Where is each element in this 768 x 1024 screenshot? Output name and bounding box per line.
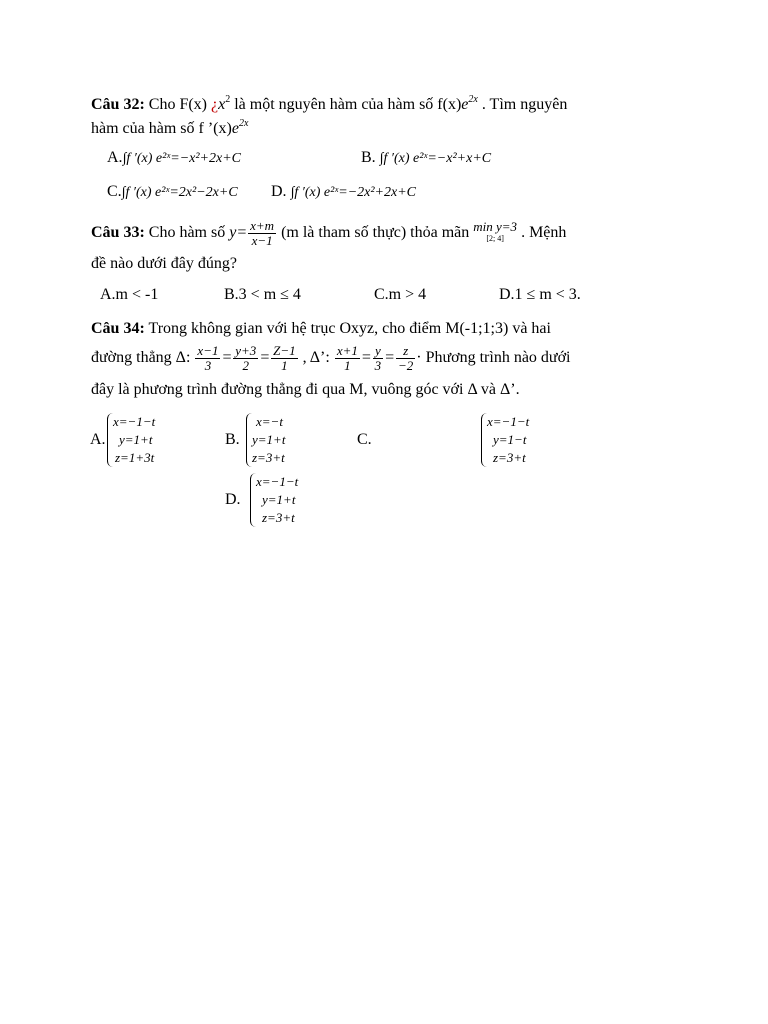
q33-denominator: x−1	[251, 232, 273, 248]
q34-option-a-label[interactable]: A.	[90, 431, 106, 448]
q33-y-eq: y=	[229, 224, 248, 241]
q34-line1-text: Trong không gian với hệ trục Oxyz, cho điểm M(-1;1;3) và hai	[144, 320, 551, 337]
q32-x-exp: 2	[225, 94, 231, 105]
q34-delta2-frac-3	[396, 344, 415, 373]
q33-text-c: . Mệnh	[517, 224, 567, 241]
q33-fraction	[248, 219, 276, 248]
q32-text-c: . Tìm nguyên	[477, 96, 568, 113]
q34-option-a-system[interactable]	[107, 413, 155, 467]
q32-label: Câu 32:	[91, 96, 145, 113]
q34-delta2-frac-1	[335, 344, 360, 373]
q34-option-b-row-1: x=−t	[256, 414, 283, 429]
q34-option-a-row-3: z=1+3t	[115, 450, 155, 465]
q32-x: x	[218, 96, 226, 113]
q34-option-a-row-2: y=1+t	[119, 432, 153, 447]
q32-line2	[91, 119, 248, 141]
q34-option-b-row-2: y=1+t	[252, 432, 286, 447]
q34-option-c-label[interactable]: C.	[357, 431, 372, 448]
q34-eq-sign: =	[259, 349, 271, 366]
q33-text-b: (m là tham số thực) thỏa mãn	[277, 224, 474, 241]
q32-option-a[interactable]	[107, 149, 241, 167]
q32-e: e	[461, 96, 469, 113]
q34-separator: , Δ’:	[298, 349, 334, 366]
q34-delta-frac-1-den: 3	[204, 357, 212, 373]
q34-delta-frac-1-num: x−1	[197, 342, 219, 358]
q34-option-d-row-3: z=3+t	[262, 510, 295, 525]
q32-option-a-label: A.	[107, 149, 123, 166]
q34-option-b-row-3: z=3+t	[252, 450, 285, 465]
q32-option-d-label: D.	[271, 183, 291, 200]
q34-delta-frac-3	[271, 344, 298, 373]
q32-option-c-formula: ∫f ′(x) e²ˣ=2x²−2x+C	[121, 185, 238, 200]
q34-option-d-row-2: y=1+t	[262, 492, 296, 507]
q33-option-b[interactable]: B.3 < m ≤ 4	[224, 286, 301, 303]
q34-option-d-system[interactable]	[250, 473, 298, 527]
q32-text-a: Cho F(x)	[144, 96, 212, 113]
q34-delta-frac-3-num: Z−1	[273, 342, 296, 358]
q34-option-d-row-1: x=−1−t	[256, 474, 299, 489]
q32-option-d[interactable]	[271, 183, 416, 201]
q32-text-b: là một nguyên hàm của hàm số f(x)	[230, 96, 462, 113]
q34-delta2-frac-3-num: z	[396, 344, 415, 359]
q34-option-b-system[interactable]	[246, 413, 285, 467]
q33-min-expression	[473, 221, 517, 245]
q34-delta-frac-2	[233, 344, 258, 373]
q32-line2-e: e	[231, 120, 239, 137]
q34-option-c-system[interactable]	[481, 413, 529, 467]
q34-eq-sign: =	[360, 349, 372, 366]
q34-line2-b: · Phương trình nào dưới	[416, 349, 571, 366]
q33-min: min y=3	[473, 219, 518, 235]
q34-delta2-frac-2-num: y	[373, 344, 384, 359]
q34-line2	[91, 343, 571, 373]
q34-delta-frac-3-den: 1	[281, 357, 288, 373]
q32-option-c-label: C.	[107, 183, 122, 200]
q34-delta-frac-2-num: y+3	[235, 342, 257, 358]
q32-option-a-formula: ∫f ′(x) e²ˣ=−x²+2x+C	[122, 151, 242, 166]
q34-eq-sign: =	[221, 349, 233, 366]
q32-option-d-formula: ∫f ′(x) e²ˣ=−2x²+2x+C	[290, 185, 417, 200]
q32-line2-exp: 2x	[238, 118, 249, 129]
q32-option-c[interactable]	[107, 183, 238, 201]
q34-eq-sign: =	[384, 349, 395, 366]
q34-delta-frac-1	[195, 344, 220, 373]
q33-label: Câu 33:	[91, 224, 145, 241]
q33-line1	[91, 218, 566, 248]
q34-delta2-frac-2	[373, 344, 384, 373]
q33-line2: đề nào dưới đây đúng?	[91, 255, 237, 272]
q32-line1	[91, 95, 567, 117]
q34-delta2-frac-1-num: x+1	[336, 342, 358, 358]
q32-line2-text: hàm của hàm số f ’(x)	[91, 120, 232, 137]
q33-option-c[interactable]: C.m > 4	[374, 286, 427, 303]
q32-option-b[interactable]	[361, 149, 491, 167]
q34-line2-a: đường thẳng Δ:	[91, 349, 195, 366]
q34-delta2-frac-1-den: 1	[344, 357, 351, 373]
q34-delta-frac-2-den: 2	[242, 357, 250, 373]
q34-option-c-row-1: x=−1−t	[487, 414, 530, 429]
q33-text-a: Cho hàm số	[144, 224, 230, 241]
q32-glyph: ¿	[211, 96, 219, 113]
q33-option-d[interactable]: D.1 ≤ m < 3.	[499, 286, 581, 303]
q34-option-c-row-3: z=3+t	[493, 450, 526, 465]
q32-option-b-label: B.	[361, 149, 380, 166]
q33-interval: [2; 4]	[486, 234, 504, 244]
q34-line3: đây là phương trình đường thẳng đi qua M, vuông góc với Δ và Δ’.	[91, 381, 520, 398]
q34-option-c-row-2: y=1−t	[493, 432, 527, 447]
q34-delta2-frac-3-den: −2	[397, 357, 414, 373]
q33-option-a[interactable]: A.m < -1	[100, 286, 159, 303]
q34-option-b-label[interactable]: B.	[225, 431, 240, 448]
q32-e-exp: 2x	[468, 94, 478, 105]
q34-option-a-row-1: x=−1−t	[113, 414, 156, 429]
q34-line1	[91, 319, 551, 339]
q33-numerator: x+m	[250, 217, 275, 233]
q34-label: Câu 34:	[91, 320, 145, 337]
q32-option-b-formula: ∫f ′(x) e²ˣ=−x²+x+C	[379, 151, 492, 166]
q34-delta2-frac-2-den: 3	[374, 357, 382, 373]
q34-option-d-label[interactable]: D.	[225, 491, 241, 508]
